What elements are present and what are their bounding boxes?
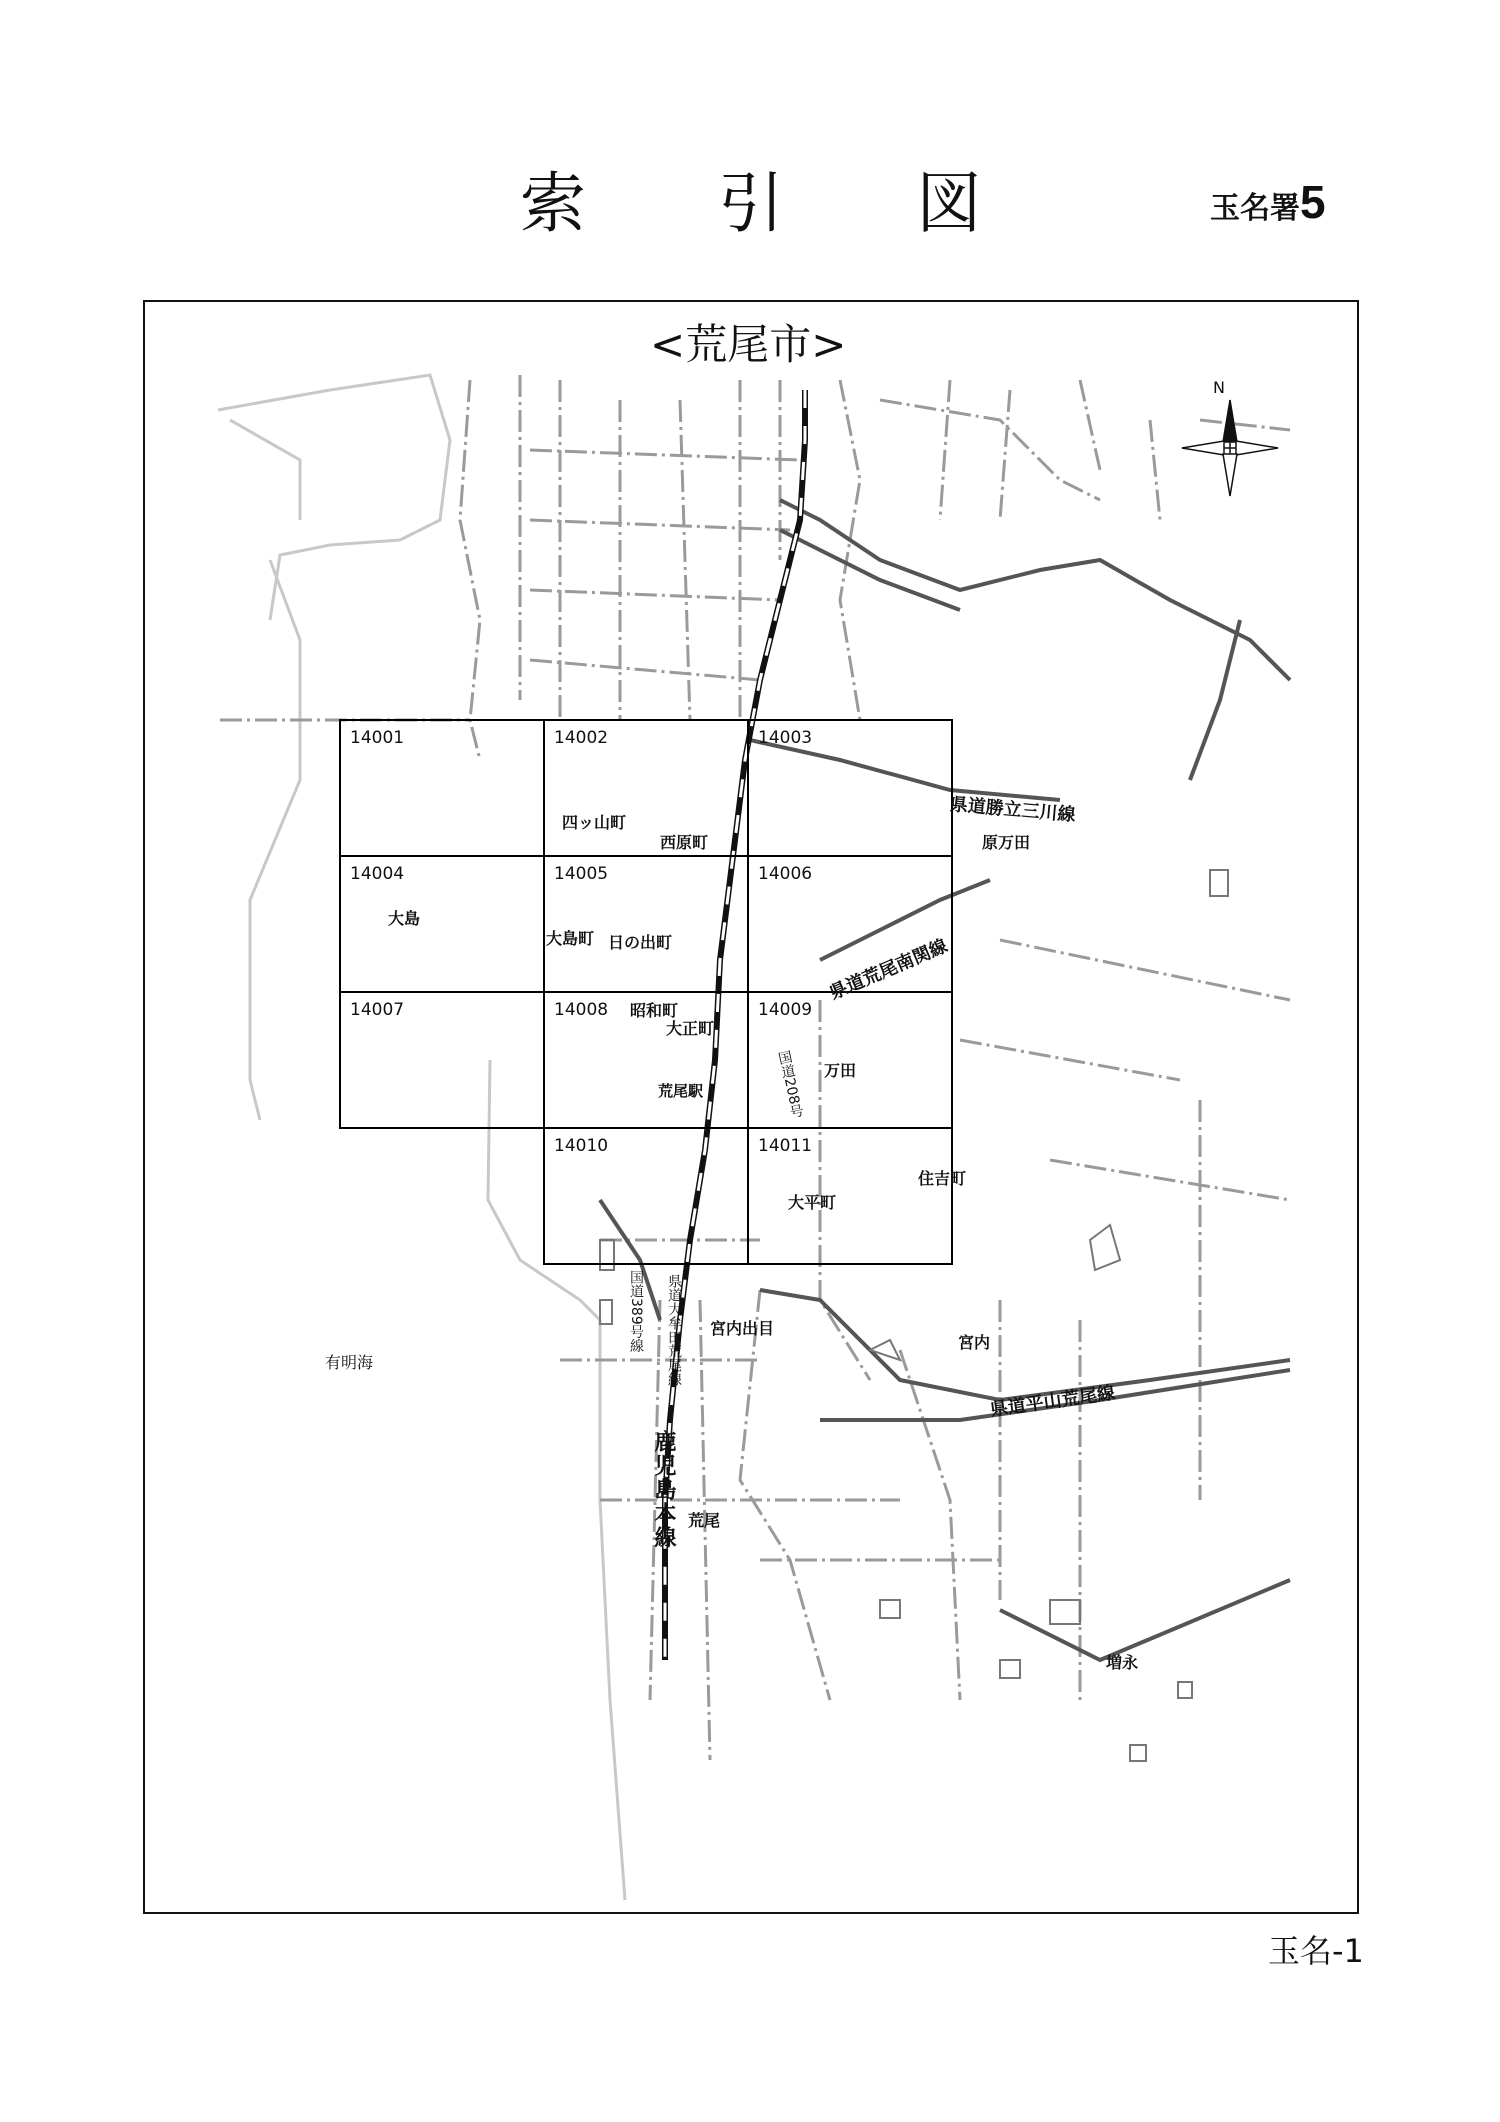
sheet-14003[interactable]: 14003	[758, 728, 813, 748]
title-char-3: 図	[916, 165, 982, 242]
place-manda: 万田	[824, 1061, 857, 1080]
place-haramanda: 原万田	[982, 833, 1031, 852]
sheet-14001[interactable]: 14001	[350, 728, 405, 748]
place-oshima: 大島	[388, 909, 421, 928]
place-arao: 荒尾	[688, 1511, 721, 1530]
sheet-14004[interactable]: 14004	[350, 864, 405, 884]
place-oshimamachi: 大島町	[546, 929, 595, 948]
city-name: <荒尾市>	[650, 320, 847, 369]
page-number: 玉名-1	[1268, 1932, 1364, 1970]
station-number: 5	[1300, 176, 1326, 228]
sheet-14008[interactable]: 14008	[554, 1000, 609, 1020]
place-hinodemachi: 日の出町	[608, 933, 673, 952]
place-taishomachi: 大正町	[666, 1019, 715, 1038]
road-omuta-arao: 県道大牟田荒尾線	[666, 1274, 682, 1386]
place-sumiyoshimachi: 住吉町	[918, 1169, 967, 1188]
place-ariake-sea: 有明海	[325, 1353, 374, 1372]
sheet-14002[interactable]: 14002	[554, 728, 609, 748]
road-katsutachi-mikawa: 県道勝立三川線	[948, 794, 1077, 826]
sheet-14007[interactable]: 14007	[350, 1000, 405, 1020]
sheet-14009[interactable]: 14009	[758, 1000, 813, 1020]
place-miyauchi: 宮内	[958, 1333, 991, 1352]
sheet-14005[interactable]: 14005	[554, 864, 609, 884]
sheet-14011[interactable]: 14011	[758, 1136, 813, 1156]
building-blobs	[600, 870, 1228, 1761]
place-arao-station: 荒尾駅	[658, 1082, 704, 1100]
road-national-208: 国道208号	[775, 1049, 805, 1120]
road-hirayama-arao: 県道平山荒尾線	[988, 1382, 1117, 1421]
place-nishiharamachi: 西原町	[660, 833, 709, 852]
title-char-1: 索	[520, 165, 586, 242]
place-yotsuyamamachi: 四ッ山町	[562, 813, 627, 832]
station-name: 玉名署	[1210, 191, 1300, 226]
place-taiheimachi: 大平町	[788, 1193, 837, 1212]
title-char-2: 引	[718, 165, 784, 242]
streets	[220, 375, 1290, 1760]
place-masunaga: 増永	[1106, 1653, 1139, 1672]
compass-rose	[1182, 400, 1278, 496]
rail-kagoshima-line: 鹿児島本線	[651, 1430, 676, 1550]
road-national-389: 国道389号線	[628, 1270, 644, 1353]
compass-north-label: N	[1213, 378, 1225, 397]
place-miyauchi-deme: 宮内出目	[710, 1319, 775, 1338]
road-arao-nanseki: 県道荒尾南関線	[826, 935, 951, 1005]
sheet-14006[interactable]: 14006	[758, 864, 813, 884]
place-showamachi: 昭和町	[630, 1001, 679, 1020]
sheet-14010[interactable]: 14010	[554, 1136, 609, 1156]
